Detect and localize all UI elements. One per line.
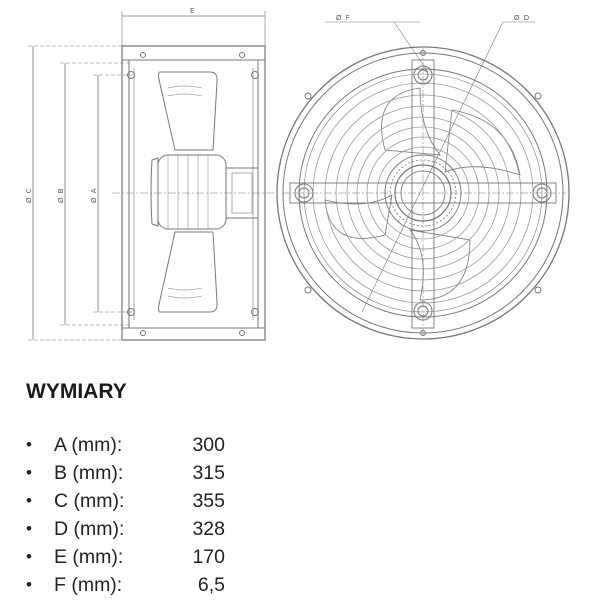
dimension-value: 6,5	[197, 574, 225, 596]
dimension-label-c: Ø C	[25, 187, 33, 203]
section-title: WYMIARY	[26, 380, 127, 403]
dimension-label-a: Ø A	[90, 187, 98, 203]
bullet-icon: •	[26, 547, 32, 566]
dimension-value: 300	[192, 434, 225, 456]
dimension-name: D (mm):	[54, 518, 125, 540]
dimension-name: F (mm):	[54, 574, 123, 596]
dimension-label-b: Ø B	[57, 187, 65, 203]
bullet-icon: •	[26, 491, 32, 510]
dimension-value: 328	[192, 518, 225, 540]
bullet-icon: •	[26, 435, 32, 454]
dimension-name: B (mm):	[54, 462, 124, 484]
dimension-value: 315	[192, 462, 225, 484]
dimension-name: A (mm):	[54, 434, 123, 456]
bullet-icon: •	[26, 463, 32, 482]
front-view	[277, 22, 569, 339]
dimension-name: C (mm):	[54, 490, 125, 512]
bullet-icon: •	[26, 519, 32, 538]
dimension-label-d: Ø D	[514, 14, 531, 22]
dimension-value: 170	[192, 546, 225, 568]
bullet-icon: •	[26, 575, 32, 594]
dimension-name: E (mm):	[54, 546, 124, 568]
dimension-label-e: E	[190, 7, 196, 15]
dimension-label-f: Ø F	[336, 14, 351, 22]
dimension-value: 355	[192, 490, 225, 512]
side-view	[28, 11, 275, 340]
